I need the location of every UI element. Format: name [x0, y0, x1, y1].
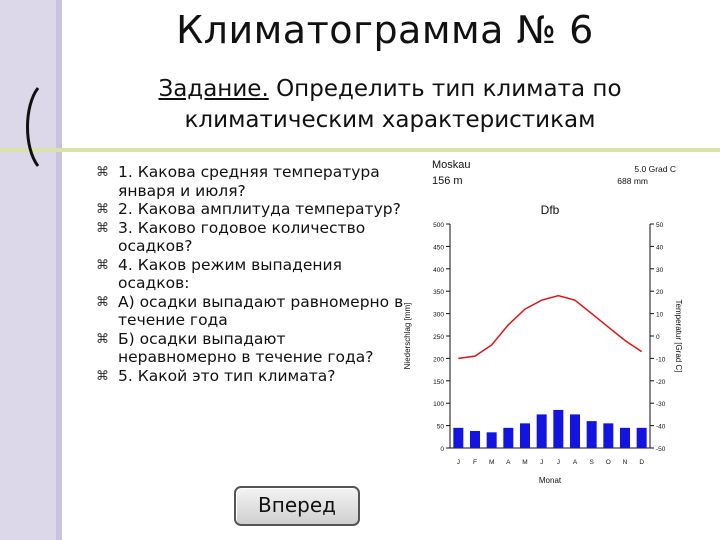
precip-bar	[453, 428, 463, 448]
decorative-horizontal-line	[0, 148, 720, 152]
next-button[interactable]: Вперед	[234, 486, 360, 526]
precip-bar	[637, 428, 647, 448]
temp-tick-label: -50	[656, 446, 666, 453]
temp-tick-label: -40	[656, 423, 666, 431]
month-label: J	[540, 459, 544, 466]
month-label: A	[572, 459, 578, 466]
precip-bar	[603, 423, 613, 448]
question-item	[96, 200, 406, 219]
question-item	[96, 219, 406, 256]
precip-bar	[487, 432, 497, 448]
x-axis-label: Monat	[538, 476, 562, 485]
bullet-icon: ⌘	[96, 220, 109, 236]
month-label: F	[473, 459, 477, 466]
question-text: Б) осадки выпадают неравномерно в течение года?	[118, 329, 374, 366]
question-item	[96, 256, 406, 293]
station-elevation: 156 m	[432, 175, 463, 187]
precip-bar	[520, 423, 530, 448]
temp-tick-label: 40	[656, 244, 664, 252]
station-name: Moskau	[432, 159, 471, 171]
slide-title: Климатограмма № 6	[176, 8, 594, 52]
month-label: D	[639, 459, 645, 466]
temp-tick-label: 30	[656, 266, 664, 274]
month-label: M	[488, 459, 495, 466]
left-bar-edge	[56, 0, 62, 540]
left-decorative-bar	[0, 0, 62, 540]
month-label: O	[605, 459, 611, 466]
month-label: N	[622, 459, 628, 466]
precip-bar	[553, 410, 563, 448]
temp-tick-label: -10	[656, 356, 666, 364]
bullet-icon: ⌘	[96, 368, 109, 384]
question-item	[96, 330, 406, 367]
temp-tick-label: 10	[656, 311, 664, 319]
annual-precipitation: 688 mm	[617, 176, 648, 186]
temp-tick-label: -20	[656, 378, 666, 386]
question-item	[96, 163, 406, 200]
temp-tick-label: 50	[656, 222, 664, 229]
task-line-1: Определить тип климата по	[268, 76, 622, 102]
temperature-line	[458, 296, 641, 359]
task-text	[100, 74, 680, 136]
question-text: А) осадки выпадают равномерно в течение года	[118, 292, 404, 329]
precip-bar	[620, 428, 630, 448]
month-label: M	[522, 459, 528, 466]
precip-bar	[503, 428, 513, 448]
precip-tick-label: 450	[433, 244, 444, 252]
question-item	[96, 293, 406, 330]
question-text: 1. Какова средняя температура января и июля?	[118, 163, 380, 200]
precip-tick-label: 300	[433, 311, 444, 319]
right-axis-label: Temperatur [Grad C]	[674, 299, 683, 373]
precip-tick-label: 500	[433, 222, 444, 229]
month-label: S	[589, 459, 594, 466]
bullet-icon: ⌘	[96, 331, 109, 347]
precip-tick-label: 200	[433, 356, 444, 364]
climate-code: Dfb	[540, 203, 560, 217]
question-text: 4. Каков режим выпадения осадков:	[118, 255, 342, 292]
precip-tick-label: 400	[433, 266, 444, 274]
bullet-icon: ⌘	[96, 257, 109, 273]
question-text: 2. Какова амплитуда температур?	[118, 200, 401, 218]
temp-tick-label: 0	[656, 334, 660, 341]
precip-bar	[470, 431, 480, 448]
month-label: A	[506, 459, 511, 466]
left-axis-label: Niederschlag [mm]	[403, 302, 412, 370]
precip-tick-label: 100	[433, 401, 444, 409]
temp-tick-label: 20	[656, 289, 664, 297]
task-label: Задание.	[158, 76, 269, 102]
climate-chart	[398, 158, 690, 490]
bracket-ornament	[20, 86, 42, 168]
precip-tick-label: 350	[433, 289, 444, 297]
mean-temperature: 5.0 Grad C	[634, 164, 676, 174]
question-list	[96, 163, 406, 385]
precip-tick-label: 250	[433, 334, 444, 341]
month-label: J	[556, 459, 560, 466]
question-text: 5. Какой это тип климата?	[118, 366, 336, 385]
bullet-icon: ⌘	[96, 165, 109, 180]
question-item	[96, 367, 406, 386]
precip-bar	[570, 414, 580, 448]
bullet-icon: ⌘	[96, 202, 109, 217]
bullet-icon: ⌘	[96, 294, 109, 310]
temp-tick-label: -30	[656, 401, 666, 409]
precip-tick-label: 50	[436, 423, 444, 431]
precip-bar	[537, 414, 547, 448]
precip-tick-label: 0	[440, 446, 444, 453]
task-line-2: климатическим характеристикам	[184, 107, 596, 133]
precip-bar	[587, 421, 597, 448]
question-text: 3. Каково годовое количество осадков?	[118, 218, 366, 255]
precip-tick-label: 150	[433, 378, 444, 386]
month-label: J	[456, 459, 460, 466]
